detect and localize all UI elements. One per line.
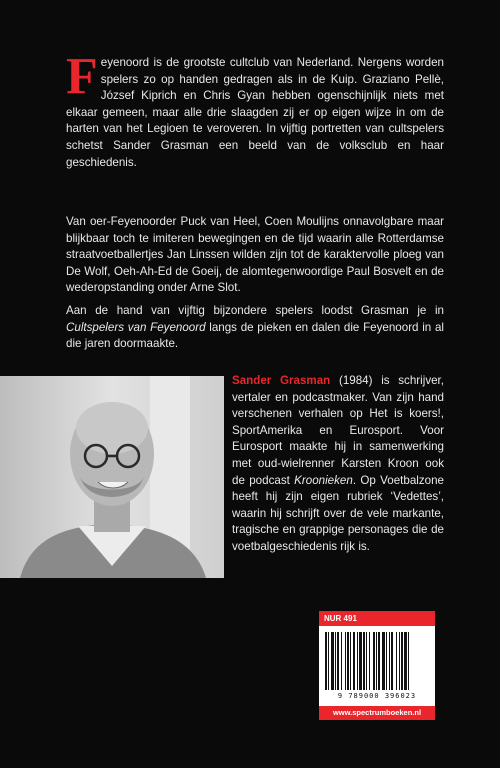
bio-text-1: (1984) is schrijver, vertaler en podcastmaker. Van zijn hand verschenen verhalen op Het is koers!, SportAmerika en Eurosport. Voor Eurosport maakte hij in samenwerking met oud-wielrenner Karsten Kroon ook de podcast <box>232 374 445 487</box>
author-portrait-icon <box>0 376 224 578</box>
players-paragraph: Van oer-Feyenoorder Puck van Heel, Coen Moulijns onnavolgbare maar blijkbaar toch te imiteren bewegingen en de tijd waarin alle Rotterdamse straatvoetballertjes Jan Linssen wilden zijn tot de karaktervolle ploeg van De Wolf, Oeh-Ah-Ed de Goeij, de alomtegenwoordige Paul Bosvelt en de wederopstanding onder Arne Slot. <box>66 215 444 295</box>
nur-label: NUR 491 <box>319 611 435 626</box>
author-bio <box>232 373 444 556</box>
summary-text-before: Aan de hand van vijftig bijzondere spelers loodst Grasman je in <box>66 304 444 317</box>
intro-paragraph <box>66 48 444 171</box>
summary-text-after: langs de pieken en dalen die Feyenoord in al die jaren doormaakte. <box>66 320 444 351</box>
bio-text-2: . Op Voetbalzone heeft hij zijn eigen rubriek ‘Vedettes’, waarin hij schrijft over de vele markante, tragische en grappige personages die de voetbalgeschiedenis rijk is. <box>232 473 444 553</box>
barcode-bars-icon <box>325 632 429 690</box>
podcast-title: Kroonieken <box>294 473 353 487</box>
book-title: Cultspelers van Feyenoord <box>66 320 206 334</box>
author-name: Sander Grasman <box>232 374 331 387</box>
intro-text: eyenoord is de grootste cultclub van Nederland. Nergens worden spelers zo op handen gedragen als in de Kuip. Graziano Pellè, József Kiprich en Chris Gyan hebben ogenschijnlijk niets met elkaar gemeen, maar alle drie slaagden zij er op eigen wijze in om de harten van het Legioen te veroveren. In vijftig portretten van cultspelers schetst Sander Grasman een beeld van de volksclub en haar geschiedenis. <box>66 56 444 169</box>
isbn-barcode <box>319 626 435 706</box>
barcode-digits: 9 789000 396023 <box>337 692 417 700</box>
summary-paragraph <box>66 303 444 353</box>
publisher-url[interactable]: www.spectrumboeken.nl <box>319 706 435 720</box>
author-photo <box>0 376 224 578</box>
drop-cap: F <box>66 48 98 105</box>
